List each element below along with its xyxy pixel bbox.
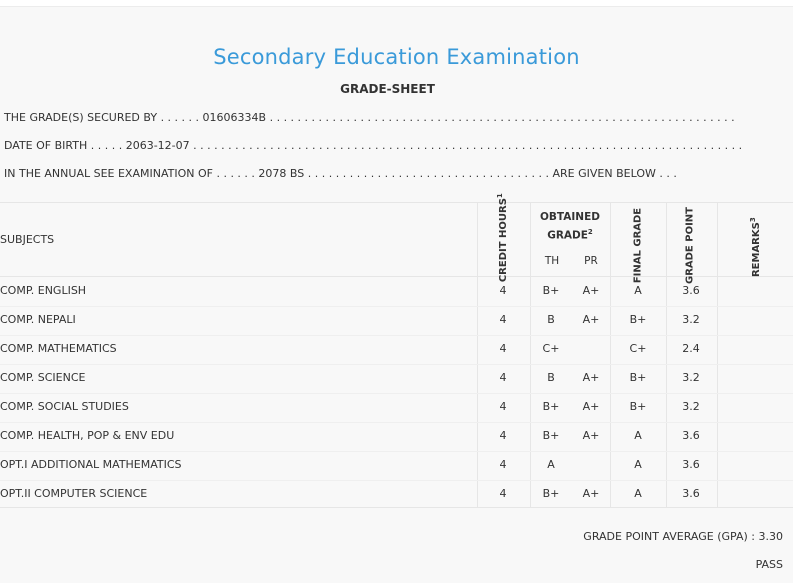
subject-cell: COMP. SOCIAL STUDIES xyxy=(0,400,129,413)
final-grade-cell: A xyxy=(634,487,642,500)
exam-line: IN THE ANNUAL SEE EXAMINATION OF . . . . . . 2078 BS . . . . . . . . . . . . . . . . . . . . . . . . . . . . . . . . . . . ARE GIVEN BELOW . . . xyxy=(4,167,677,180)
pr-grade-cell: A+ xyxy=(582,487,600,500)
grade-point-cell: 2.4 xyxy=(682,342,700,355)
th-grade-cell: B xyxy=(547,313,555,326)
th-grade-cell: B+ xyxy=(542,429,560,442)
table-top-rule xyxy=(0,202,793,203)
grade-point-cell: 3.2 xyxy=(682,400,700,413)
th-grade-cell: B+ xyxy=(542,400,560,413)
column-divider xyxy=(477,202,478,507)
subject-cell: OPT.I ADDITIONAL MATHEMATICS xyxy=(0,458,182,471)
subject-cell: COMP. ENGLISH xyxy=(0,284,87,297)
subject-cell: OPT.II COMPUTER SCIENCE xyxy=(0,487,148,500)
subject-cell: COMP. NEPALI xyxy=(0,313,76,326)
remarks-footnote: 3 xyxy=(748,217,757,223)
column-divider xyxy=(717,202,718,507)
grade-sheet-subtitle: GRADE-SHEET xyxy=(340,82,435,96)
pr-grade-cell: A+ xyxy=(582,284,600,297)
row-divider xyxy=(0,480,793,481)
grade-secured-line: THE GRADE(S) SECURED BY . . . . . . 01606334B . . . . . . . . . . . . . . . . . . . . . . . . . . . . . . . . . . . . . . . . . . . . . . . . . . . . . . . . . . . . . . . . . . . xyxy=(4,111,735,124)
final-grade-cell: A xyxy=(634,429,642,442)
credit-hours-footnote: 1 xyxy=(495,193,504,199)
final-grade-cell: A xyxy=(634,458,642,471)
final-grade-header: FINAL GRADE xyxy=(632,207,644,284)
grade-secured-label: THE GRADE(S) SECURED BY xyxy=(4,111,158,124)
result-status: PASS xyxy=(755,558,783,571)
gpa-value: 3.30 xyxy=(758,530,783,543)
column-divider xyxy=(530,202,531,507)
th-grade-cell: C+ xyxy=(542,342,560,355)
obtained-label: OBTAINED xyxy=(540,211,600,223)
column-divider xyxy=(610,202,611,507)
dob-line: DATE OF BIRTH . . . . . 2063-12-07 . . . . . . . . . . . . . . . . . . . . . . . . . . . . . . . . . . . . . . . . . . . . . . . . . . . . . . . . . . . . . . . . . . . . . . . . . . . . . . . xyxy=(4,139,743,152)
credit-hours-cell: 4 xyxy=(499,371,507,384)
credit-hours-cell: 4 xyxy=(499,342,507,355)
credit-hours-cell: 4 xyxy=(499,313,507,326)
credit-hours-cell: 4 xyxy=(499,429,507,442)
dob-label: DATE OF BIRTH xyxy=(4,139,88,152)
row-divider xyxy=(0,306,793,307)
grade-point-cell: 3.6 xyxy=(682,429,700,442)
credit-hours-cell: 4 xyxy=(499,487,507,500)
final-grade-cell: B+ xyxy=(629,313,647,326)
grade-point-cell: 3.2 xyxy=(682,371,700,384)
exam-label: IN THE ANNUAL SEE EXAMINATION OF xyxy=(4,167,213,180)
pr-grade-cell: A+ xyxy=(582,400,600,413)
exam-title: Secondary Education Examination xyxy=(213,45,580,69)
remarks-label: REMARKS xyxy=(751,222,763,278)
th-header: TH xyxy=(544,255,560,267)
subject-cell: COMP. SCIENCE xyxy=(0,371,86,384)
subject-cell: COMP. MATHEMATICS xyxy=(0,342,117,355)
row-divider xyxy=(0,335,793,336)
grade-sheet xyxy=(0,6,793,583)
row-divider xyxy=(0,422,793,423)
credit-hours-cell: 4 xyxy=(499,400,507,413)
dob-value: 2063-12-07 xyxy=(125,139,190,152)
pr-grade-cell: A+ xyxy=(582,313,600,326)
th-grade-cell: B+ xyxy=(542,487,560,500)
final-grade-cell: B+ xyxy=(629,371,647,384)
gpa-summary xyxy=(583,530,783,543)
obtained-grade-header xyxy=(530,210,610,244)
symbol-number: 01606334B xyxy=(202,111,267,124)
remarks-header xyxy=(748,207,762,287)
credit-hours-cell: 4 xyxy=(499,284,507,297)
column-divider xyxy=(666,202,667,507)
row-divider xyxy=(0,393,793,394)
row-divider xyxy=(0,364,793,365)
grade-point-header: GRADE POINT xyxy=(684,207,696,285)
th-grade-cell: B xyxy=(547,371,555,384)
grade-label: GRADE xyxy=(547,229,588,242)
given-below-text: ARE GIVEN BELOW . . . xyxy=(552,167,677,180)
subject-cell: COMP. HEALTH, POP & ENV EDU xyxy=(0,429,175,442)
final-grade-cell: C+ xyxy=(629,342,647,355)
th-grade-cell: A xyxy=(547,458,555,471)
obtained-grade-footnote: 2 xyxy=(587,228,593,236)
final-grade-cell: A xyxy=(634,284,642,297)
credit-hours-cell: 4 xyxy=(499,458,507,471)
exam-year: 2078 BS xyxy=(258,167,305,180)
grade-point-cell: 3.6 xyxy=(682,284,700,297)
table-bottom-rule xyxy=(0,507,793,508)
pr-grade-cell: A+ xyxy=(582,371,600,384)
gpa-label: GRADE POINT AVERAGE (GPA) : xyxy=(583,530,755,543)
pr-grade-cell: A+ xyxy=(582,429,600,442)
row-divider xyxy=(0,451,793,452)
table-header-rule xyxy=(0,276,793,277)
pr-header: PR xyxy=(584,255,598,267)
final-grade-cell: B+ xyxy=(629,400,647,413)
grade-point-cell: 3.6 xyxy=(682,458,700,471)
th-grade-cell: B+ xyxy=(542,284,560,297)
credit-hours-header xyxy=(495,193,510,283)
credit-hours-label: CREDIT HOURS xyxy=(498,198,510,283)
grade-point-cell: 3.6 xyxy=(682,487,700,500)
subjects-header: SUBJECTS xyxy=(0,233,55,246)
grade-point-cell: 3.2 xyxy=(682,313,700,326)
